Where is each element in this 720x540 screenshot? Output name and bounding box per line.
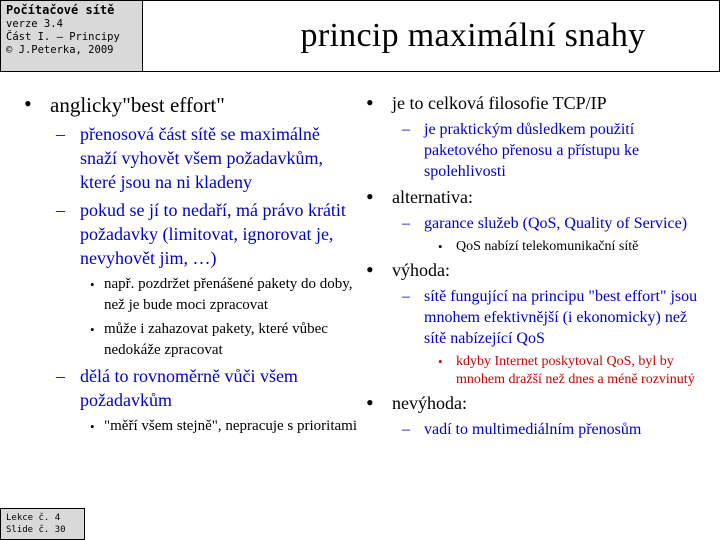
dash-icon: – bbox=[402, 215, 410, 232]
sub-bullet bbox=[22, 364, 358, 412]
detail-text: např. pozdržet přenášené pakety do doby, než je bude moci zpracovat bbox=[104, 276, 353, 313]
course-version: verze 3.4 bbox=[6, 18, 63, 30]
slide-title: princip maximální snahy bbox=[300, 17, 646, 54]
detail-bullet bbox=[364, 238, 710, 256]
course-title: Počítačové sítě bbox=[6, 3, 115, 17]
sub-bullet bbox=[364, 419, 710, 440]
dash-icon: – bbox=[402, 121, 410, 138]
bullet-alternativa bbox=[364, 186, 710, 209]
bullet-dot-icon: • bbox=[438, 354, 443, 369]
sub-bullet-text: je praktickým důsledkem použití paketového přenosu a přístupu ke spolehlivosti bbox=[424, 121, 640, 180]
detail-bullet bbox=[22, 319, 358, 361]
sub-bullet bbox=[364, 286, 710, 349]
bullet-nevyhoda bbox=[364, 392, 710, 415]
detail-text: může i zahazovat pakety, které vůbec nedokáže zpracovat bbox=[104, 321, 328, 358]
bullet-dot-icon: • bbox=[24, 91, 32, 116]
detail-bullet bbox=[22, 274, 358, 316]
detail-bullet-highlight bbox=[364, 353, 710, 389]
detail-text: kdyby Internet poskytoval QoS, byl by mnohem dražší než dnes a méně rozvinutý bbox=[456, 354, 695, 387]
slide-number: Slide č. 30 bbox=[6, 525, 66, 535]
bullet-dot-icon: • bbox=[90, 419, 95, 434]
detail-bullet bbox=[22, 416, 358, 437]
bullet-text: výhoda: bbox=[392, 260, 450, 280]
bullet-text: anglicky"best effort" bbox=[50, 93, 225, 117]
sub-bullet-text: vadí to multimediálním přenosům bbox=[424, 421, 642, 438]
bullet-best-effort bbox=[22, 92, 358, 118]
bullet-dot-icon: • bbox=[438, 239, 443, 254]
sub-bullet bbox=[22, 198, 358, 270]
dash-icon: – bbox=[402, 421, 410, 438]
bullet-dot-icon: • bbox=[366, 257, 374, 282]
bullet-dot-icon: • bbox=[366, 390, 374, 415]
dash-icon: – bbox=[56, 366, 65, 386]
right-column bbox=[364, 92, 710, 444]
lesson-number: Lekce č. 4 bbox=[6, 513, 61, 523]
sub-bullet-text: sítě fungující na principu "best effort" jsou mnohem efektivnější (i ekonomicky) než sítě nabízející QoS bbox=[424, 288, 698, 347]
detail-text: QoS nabízí telekomunikační sítě bbox=[456, 239, 639, 254]
bullet-tcp-ip bbox=[364, 92, 710, 115]
slide-footer-box bbox=[0, 508, 85, 540]
bullet-dot-icon: • bbox=[366, 90, 374, 115]
sub-bullet bbox=[364, 213, 710, 234]
course-info-box bbox=[0, 0, 143, 72]
course-part: Část I. – Principy bbox=[6, 31, 120, 43]
bullet-text: alternativa: bbox=[392, 187, 473, 207]
sub-bullet-text: garance služeb (QoS, Quality of Service) bbox=[424, 215, 688, 232]
course-copyright: © J.Peterka, 2009 bbox=[6, 44, 114, 56]
bullet-dot-icon: • bbox=[90, 322, 95, 337]
dash-icon: – bbox=[402, 288, 410, 305]
sub-bullet bbox=[22, 122, 358, 194]
bullet-dot-icon: • bbox=[366, 184, 374, 209]
bullet-text: nevýhoda: bbox=[392, 393, 467, 413]
bullet-text: je to celková filosofie TCP/IP bbox=[392, 93, 607, 113]
sub-bullet-text: přenosová část sítě se maximálně snaží vyhovět všem požadavkům, které jsou na ni kladeny bbox=[80, 124, 323, 192]
sub-bullet-text: pokud se jí to nedaří, má právo krátit požadavky (limitovat, ignorovat je, nevyhovět jim, …) bbox=[80, 200, 346, 268]
dash-icon: – bbox=[56, 200, 65, 220]
left-column bbox=[22, 92, 358, 440]
bullet-dot-icon: • bbox=[90, 277, 95, 292]
slide-title-bar bbox=[143, 0, 720, 72]
dash-icon: – bbox=[56, 124, 65, 144]
bullet-vyhoda bbox=[364, 259, 710, 282]
sub-bullet-text: dělá to rovnoměrně vůči všem požadavkům bbox=[80, 366, 298, 410]
sub-bullet bbox=[364, 119, 710, 182]
detail-text: "měří všem stejně", nepracuje s prioritami bbox=[104, 418, 358, 434]
